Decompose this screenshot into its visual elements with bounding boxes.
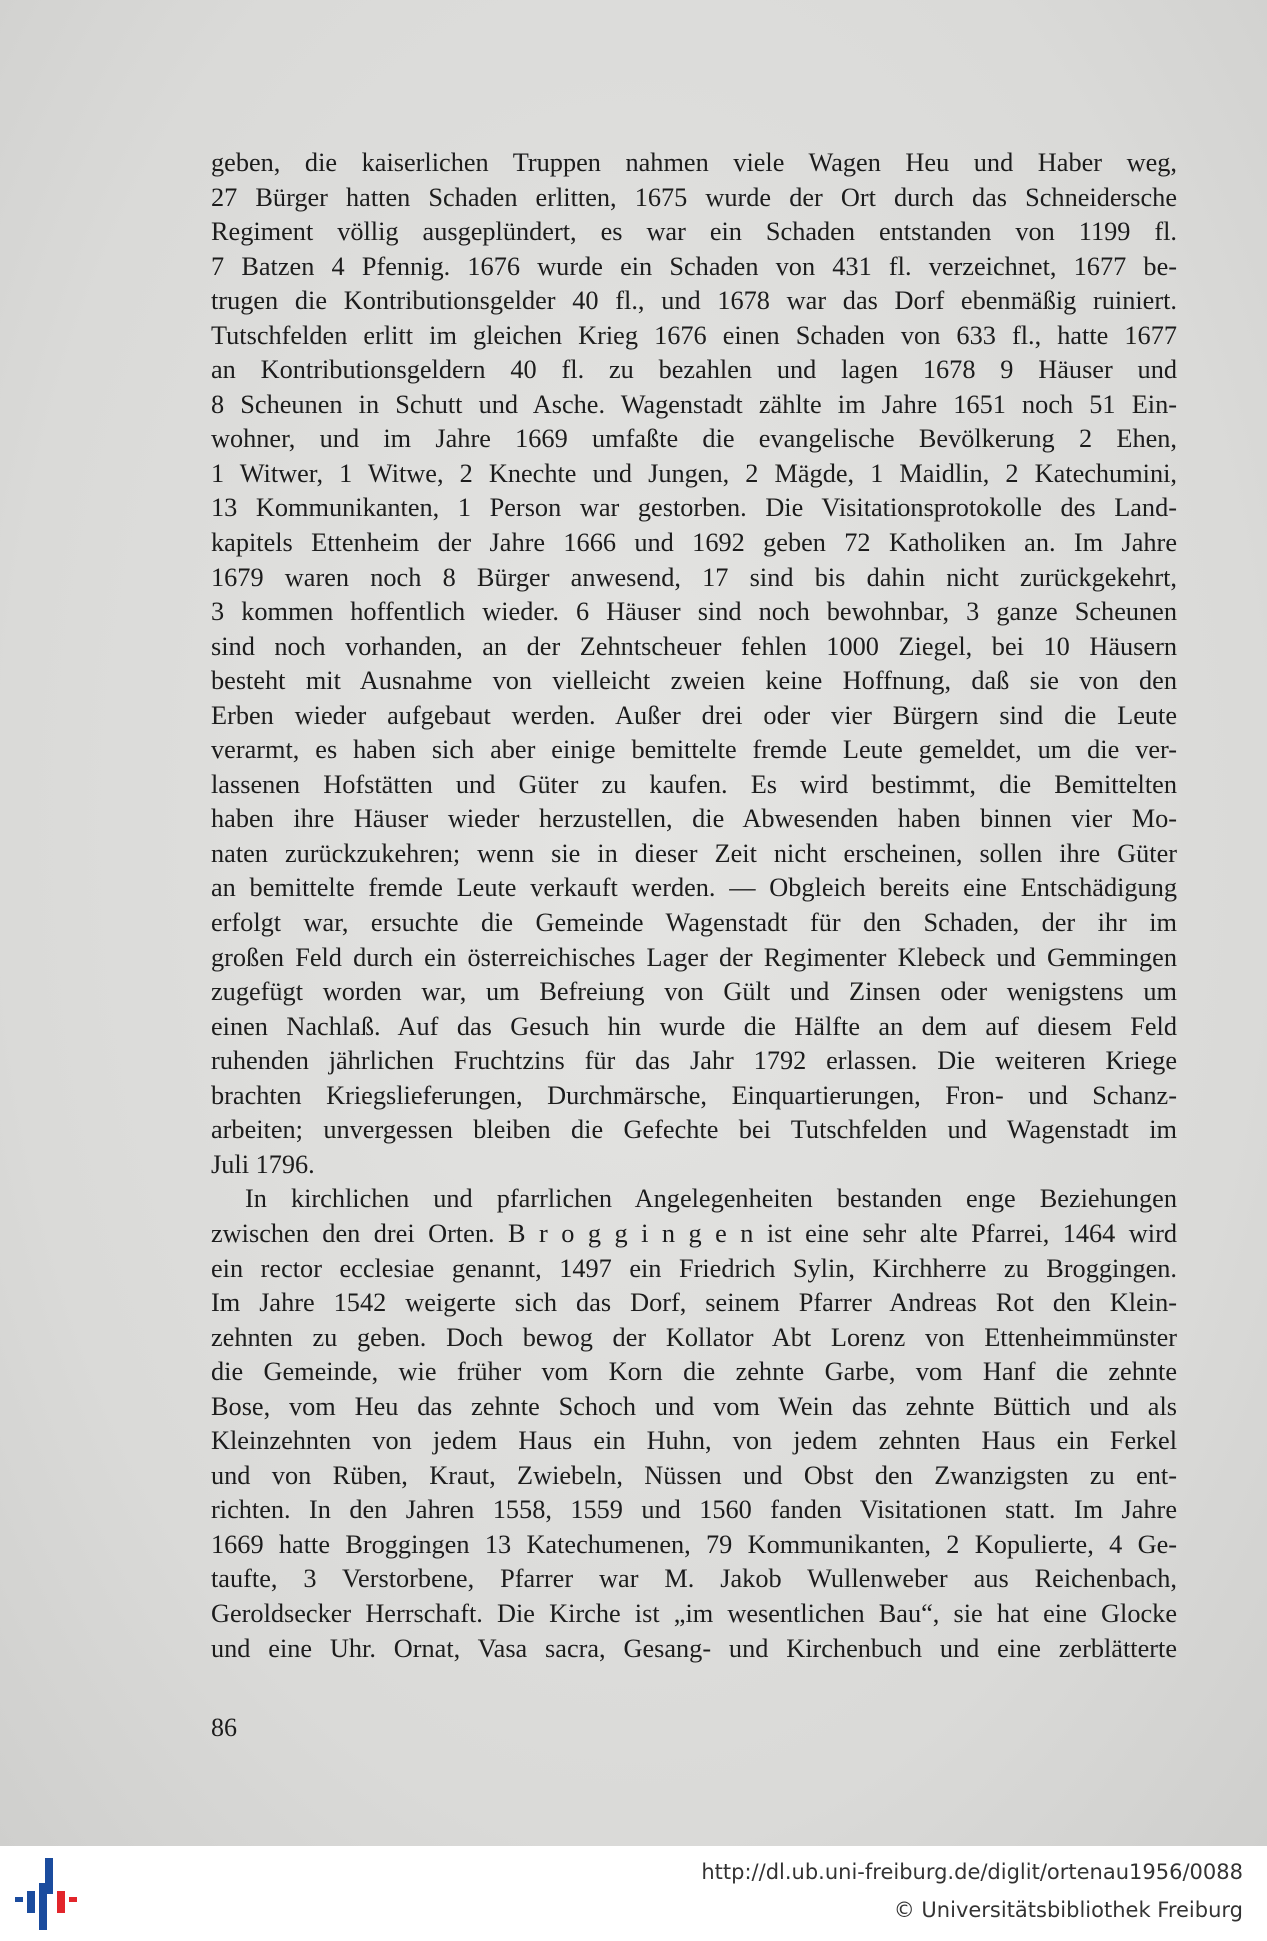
paragraph-start-line: In kirchlichen und pfarrlichen Angelegenheiten bestanden enge Beziehungen <box>245 1184 1177 1214</box>
copyright-notice: © Universitätsbibliothek Freiburg <box>893 1898 1243 1922</box>
text-line: die Gemeinde, wie früher vom Korn die zehnte Garbe, vom Hanf die zehnte <box>211 1357 1177 1387</box>
text-line: einen Nachlaß. Auf das Gesuch hin wurde die Hälfte an dem auf diesem Feld <box>211 1011 1177 1041</box>
text-line: ruhenden jährlichen Fruchtzins für das Jahr 1792 erlassen. Die weiteren Kriege <box>211 1046 1177 1076</box>
text-line: Bose, vom Heu das zehnte Schoch und vom Wein das zehnte Büttich und als <box>211 1391 1177 1421</box>
text-line: zehnten zu geben. Doch bewog der Kollator Abt Lorenz von Ettenheimmünster <box>211 1322 1177 1352</box>
text-line: und von Rüben, Kraut, Zwiebeln, Nüssen und Obst den Zwanzigsten zu ent- <box>211 1460 1177 1490</box>
text-line: Regiment völlig ausgeplündert, es war ein Schaden entstanden von 1199 fl. <box>211 217 1177 247</box>
text-line: taufte, 3 Verstorbene, Pfarrer war M. Jakob Wullenweber aus Reichenbach, <box>211 1564 1177 1594</box>
text-line: ein rector ecclesiae genannt, 1497 ein Friedrich Sylin, Kirchherre zu Broggingen. <box>211 1253 1177 1283</box>
text-line: richten. In den Jahren 1558, 1559 und 1560 fanden Visitationen statt. Im Jahre <box>211 1495 1177 1525</box>
text-line: Im Jahre 1542 weigerte sich das Dorf, seinem Pfarrer Andreas Rot den Klein- <box>211 1288 1177 1318</box>
text-line: sind noch vorhanden, an der Zehntscheuer fehlen 1000 Ziegel, bei 10 Häusern <box>211 631 1177 661</box>
text-line: 3 kommen hoffentlich wieder. 6 Häuser sind noch bewohnbar, 3 ganze Scheunen <box>211 597 1177 627</box>
text-line: an bemittelte fremde Leute verkauft werden. — Obgleich bereits eine Entschädigung <box>211 873 1177 903</box>
text-line: trugen die Kontributionsgelder 40 fl., und 1678 war das Dorf ebenmäßig ruiniert. <box>211 286 1177 316</box>
text-line: 8 Scheunen in Schutt und Asche. Wagenstadt zählte im Jahre 1651 noch 51 Ein- <box>211 389 1177 419</box>
text-line: 1679 waren noch 8 Bürger anwesend, 17 sind bis dahin nicht zurückgekehrt, <box>211 562 1177 592</box>
text-line: zwischen den drei Orten. B r o g g i n g e n ist eine sehr alte Pfarrei, 1464 wird <box>211 1218 1177 1248</box>
text-line: Kleinzehnten von jedem Haus ein Huhn, von jedem zehnten Haus ein Ferkel <box>211 1426 1177 1456</box>
permalink-url[interactable]: http://dl.ub.uni-freiburg.de/diglit/ortenau1956/0088 <box>701 1860 1243 1884</box>
text-line: 1669 hatte Broggingen 13 Katechumenen, 79 Kommunikanten, 2 Kopulierte, 4 Ge- <box>211 1529 1177 1559</box>
text-line: erfolgt war, ersuchte die Gemeinde Wagenstadt für den Schaden, der ihr im <box>211 908 1177 938</box>
text-line: zugefügt worden war, um Befreiung von Gült und Zinsen oder wenigstens um <box>211 977 1177 1007</box>
text-line: Erben wieder aufgebaut werden. Außer drei oder vier Bürgern sind die Leute <box>211 700 1177 730</box>
text-line: an Kontributionsgeldern 40 fl. zu bezahlen und lagen 1678 9 Häuser und <box>211 355 1177 385</box>
text-line: geben, die kaiserlichen Truppen nahmen viele Wagen Heu und Haber weg, <box>211 148 1177 177</box>
text-line: Tutschfelden erlitt im gleichen Krieg 1676 einen Schaden von 633 fl., hatte 1677 <box>211 320 1177 350</box>
text-line: kapitels Ettenheim der Jahre 1666 und 1692 geben 72 Katholiken an. Im Jahre <box>211 528 1177 558</box>
text-line: lassenen Hofstätten und Güter zu kaufen. Es wird bestimmt, die Bemittelten <box>211 769 1177 799</box>
text-line: 7 Batzen 4 Pfennig. 1676 wurde ein Schaden von 431 fl. verzeichnet, 1677 be- <box>211 251 1177 281</box>
footer-bar <box>0 1846 1267 1941</box>
body-text <box>211 146 1177 1666</box>
text-line: haben ihre Häuser wieder herzustellen, die Abwesenden haben binnen vier Mo- <box>211 804 1177 834</box>
text-line: arbeiten; unvergessen bleiben die Gefechte bei Tutschfelden und Wagenstadt im <box>211 1115 1177 1145</box>
text-line: verarmt, es haben sich aber einige bemittelte fremde Leute gemeldet, um die ver- <box>211 735 1177 765</box>
text-line: besteht mit Ausnahme von vielleicht zweien keine Hoffnung, daß sie von den <box>211 666 1177 696</box>
text-line: wohner, und im Jahre 1669 umfaßte die evangelische Bevölkerung 2 Ehen, <box>211 424 1177 454</box>
text-line: 27 Bürger hatten Schaden erlitten, 1675 wurde der Ort durch das Schneidersche <box>211 182 1177 212</box>
text-line: und eine Uhr. Ornat, Vasa sacra, Gesang- und Kirchenbuch und eine zerblätterte <box>211 1633 1177 1663</box>
paragraph-end-line: Juli 1796. <box>211 1149 315 1179</box>
university-library-logo-icon[interactable] <box>15 1858 81 1930</box>
text-line: brachten Kriegslieferungen, Durchmärsche, Einquartierungen, Fron- und Schanz- <box>211 1080 1177 1110</box>
text-line: großen Feld durch ein österreichisches Lager der Regimenter Klebeck und Gemmingen <box>211 942 1177 972</box>
page-number: 86 <box>211 1713 237 1742</box>
text-line: Geroldsecker Herrschaft. Die Kirche ist „im wesentlichen Bau“, sie hat eine Glocke <box>211 1598 1177 1628</box>
text-line: 13 Kommunikanten, 1 Person war gestorben. Die Visitationsprotokolle des Land- <box>211 493 1177 523</box>
text-line: naten zurückzukehren; wenn sie in dieser Zeit nicht erscheinen, sollen ihre Güter <box>211 838 1177 868</box>
text-line: 1 Witwer, 1 Witwe, 2 Knechte und Jungen, 2 Mägde, 1 Maidlin, 2 Katechumini, <box>211 458 1177 488</box>
